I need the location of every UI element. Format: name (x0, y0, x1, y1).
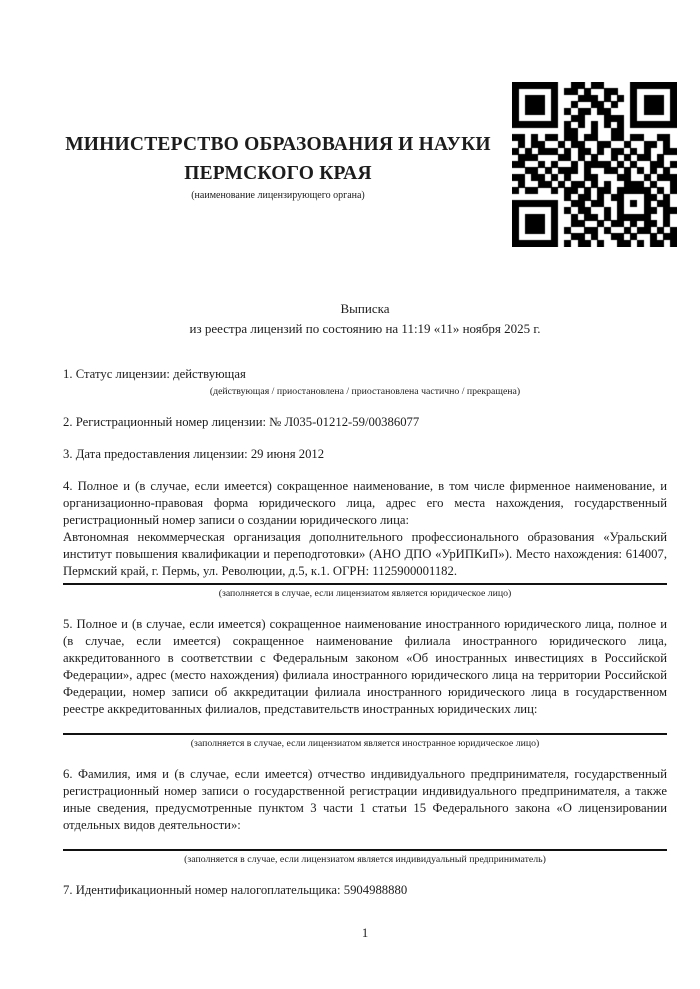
legal-entity-caption: (заполняется в случае, если лицензиатом является юридическое лицо) (218, 588, 512, 599)
individual-entrepreneur-caption: (заполняется в случае, если лицензиатом является индивидуальный предприниматель) (184, 854, 546, 865)
license-status-text: 1. Статус лицензии: действующая (63, 367, 246, 381)
item-license-status (63, 366, 667, 399)
item-individual-entrepreneur (63, 766, 667, 867)
divider-line (63, 583, 667, 585)
item-legal-entity (63, 478, 667, 601)
registration-number-text: 2. Регистрационный номер лицензии: № Л035-01212-59/00386077 (63, 415, 420, 429)
ministry-name-line2: ПЕРМСКОГО КРАЯ (184, 163, 372, 184)
taxpayer-number-text: 7. Идентификационный номер налогоплательщика: 5904988880 (63, 883, 408, 897)
document-title-block (63, 299, 667, 339)
licensing-authority-caption: (наименование лицензирующего органа) (191, 190, 365, 201)
document-title: Выписка (340, 301, 390, 316)
divider-line (63, 849, 667, 851)
divider-line (63, 733, 667, 735)
license-status-options-caption: (действующая / приостановлена / приостановлена частично / прекращена) (209, 386, 521, 397)
legal-entity-clause-text: 4. Полное и (в случае, если имеется) сокращенное наименование, в том числе фирменное наименование, и организационно-правовая форма юридического лица, адрес его места нахождения, государственный регистрационный номер записи о создании юридического лица: (63, 479, 667, 527)
page-number: 1 (361, 926, 369, 940)
document-subtitle: из реестра лицензий по состоянию на 11:19 «11» ноября 2025 г. (189, 321, 541, 336)
item-foreign-entity (63, 616, 667, 751)
item-registration-number (63, 414, 667, 431)
item-taxpayer-number (63, 882, 667, 899)
document-body (63, 366, 667, 914)
licensing-authority-block (18, 130, 538, 202)
license-grant-date-text: 3. Дата предоставления лицензии: 29 июня 2012 (63, 447, 325, 461)
foreign-entity-caption: (заполняется в случае, если лицензиатом является иностранное юридическое лицо) (190, 738, 540, 749)
ministry-name-line1: МИНИСТЕРСТВО ОБРАЗОВАНИЯ И НАУКИ (65, 134, 491, 155)
legal-entity-value: Автономная некоммерческая организация дополнительного профессионального образования «Уральский институт повышения квалификации и переподготовки» (АНО ДПО «УрИПКиП»). Место нахождения: 614007, Пермский край, г. Пермь, ул. Революции, д.5, к.1. ОГРН: 1125900001182. (63, 530, 667, 578)
individual-entrepreneur-clause-text: 6. Фамилия, имя и (в случае, если имеется) отчество индивидуального предпринимателя, государственный регистрационный номер записи о государственной регистрации индивидуального предпринимателя, а также иные сведения, предусмотренные пунктом 3 части 1 статьи 15 Федерального закона «О лицензировании отдельных видов деятельности»: (63, 767, 667, 832)
item-license-grant-date (63, 446, 667, 463)
qr-code-icon (512, 82, 677, 247)
foreign-entity-clause-text: 5. Полное и (в случае, если имеется) сокращенное наименование иностранного юридического лица, полное и (в случае, если имеется) сокращенное наименование филиала иностранного юридического лица, аккредитованного в соответствии с Федеральным законом «Об иностранных инвестициях в Российской Федерации», адрес (место нахождения) филиала иностранного юридического лица на территории Российской Федерации, номер записи об аккредитации филиала иностранного юридического лица в государственном реестре аккредитованных филиалов, представительств иностранных юридических лиц: (63, 617, 667, 716)
